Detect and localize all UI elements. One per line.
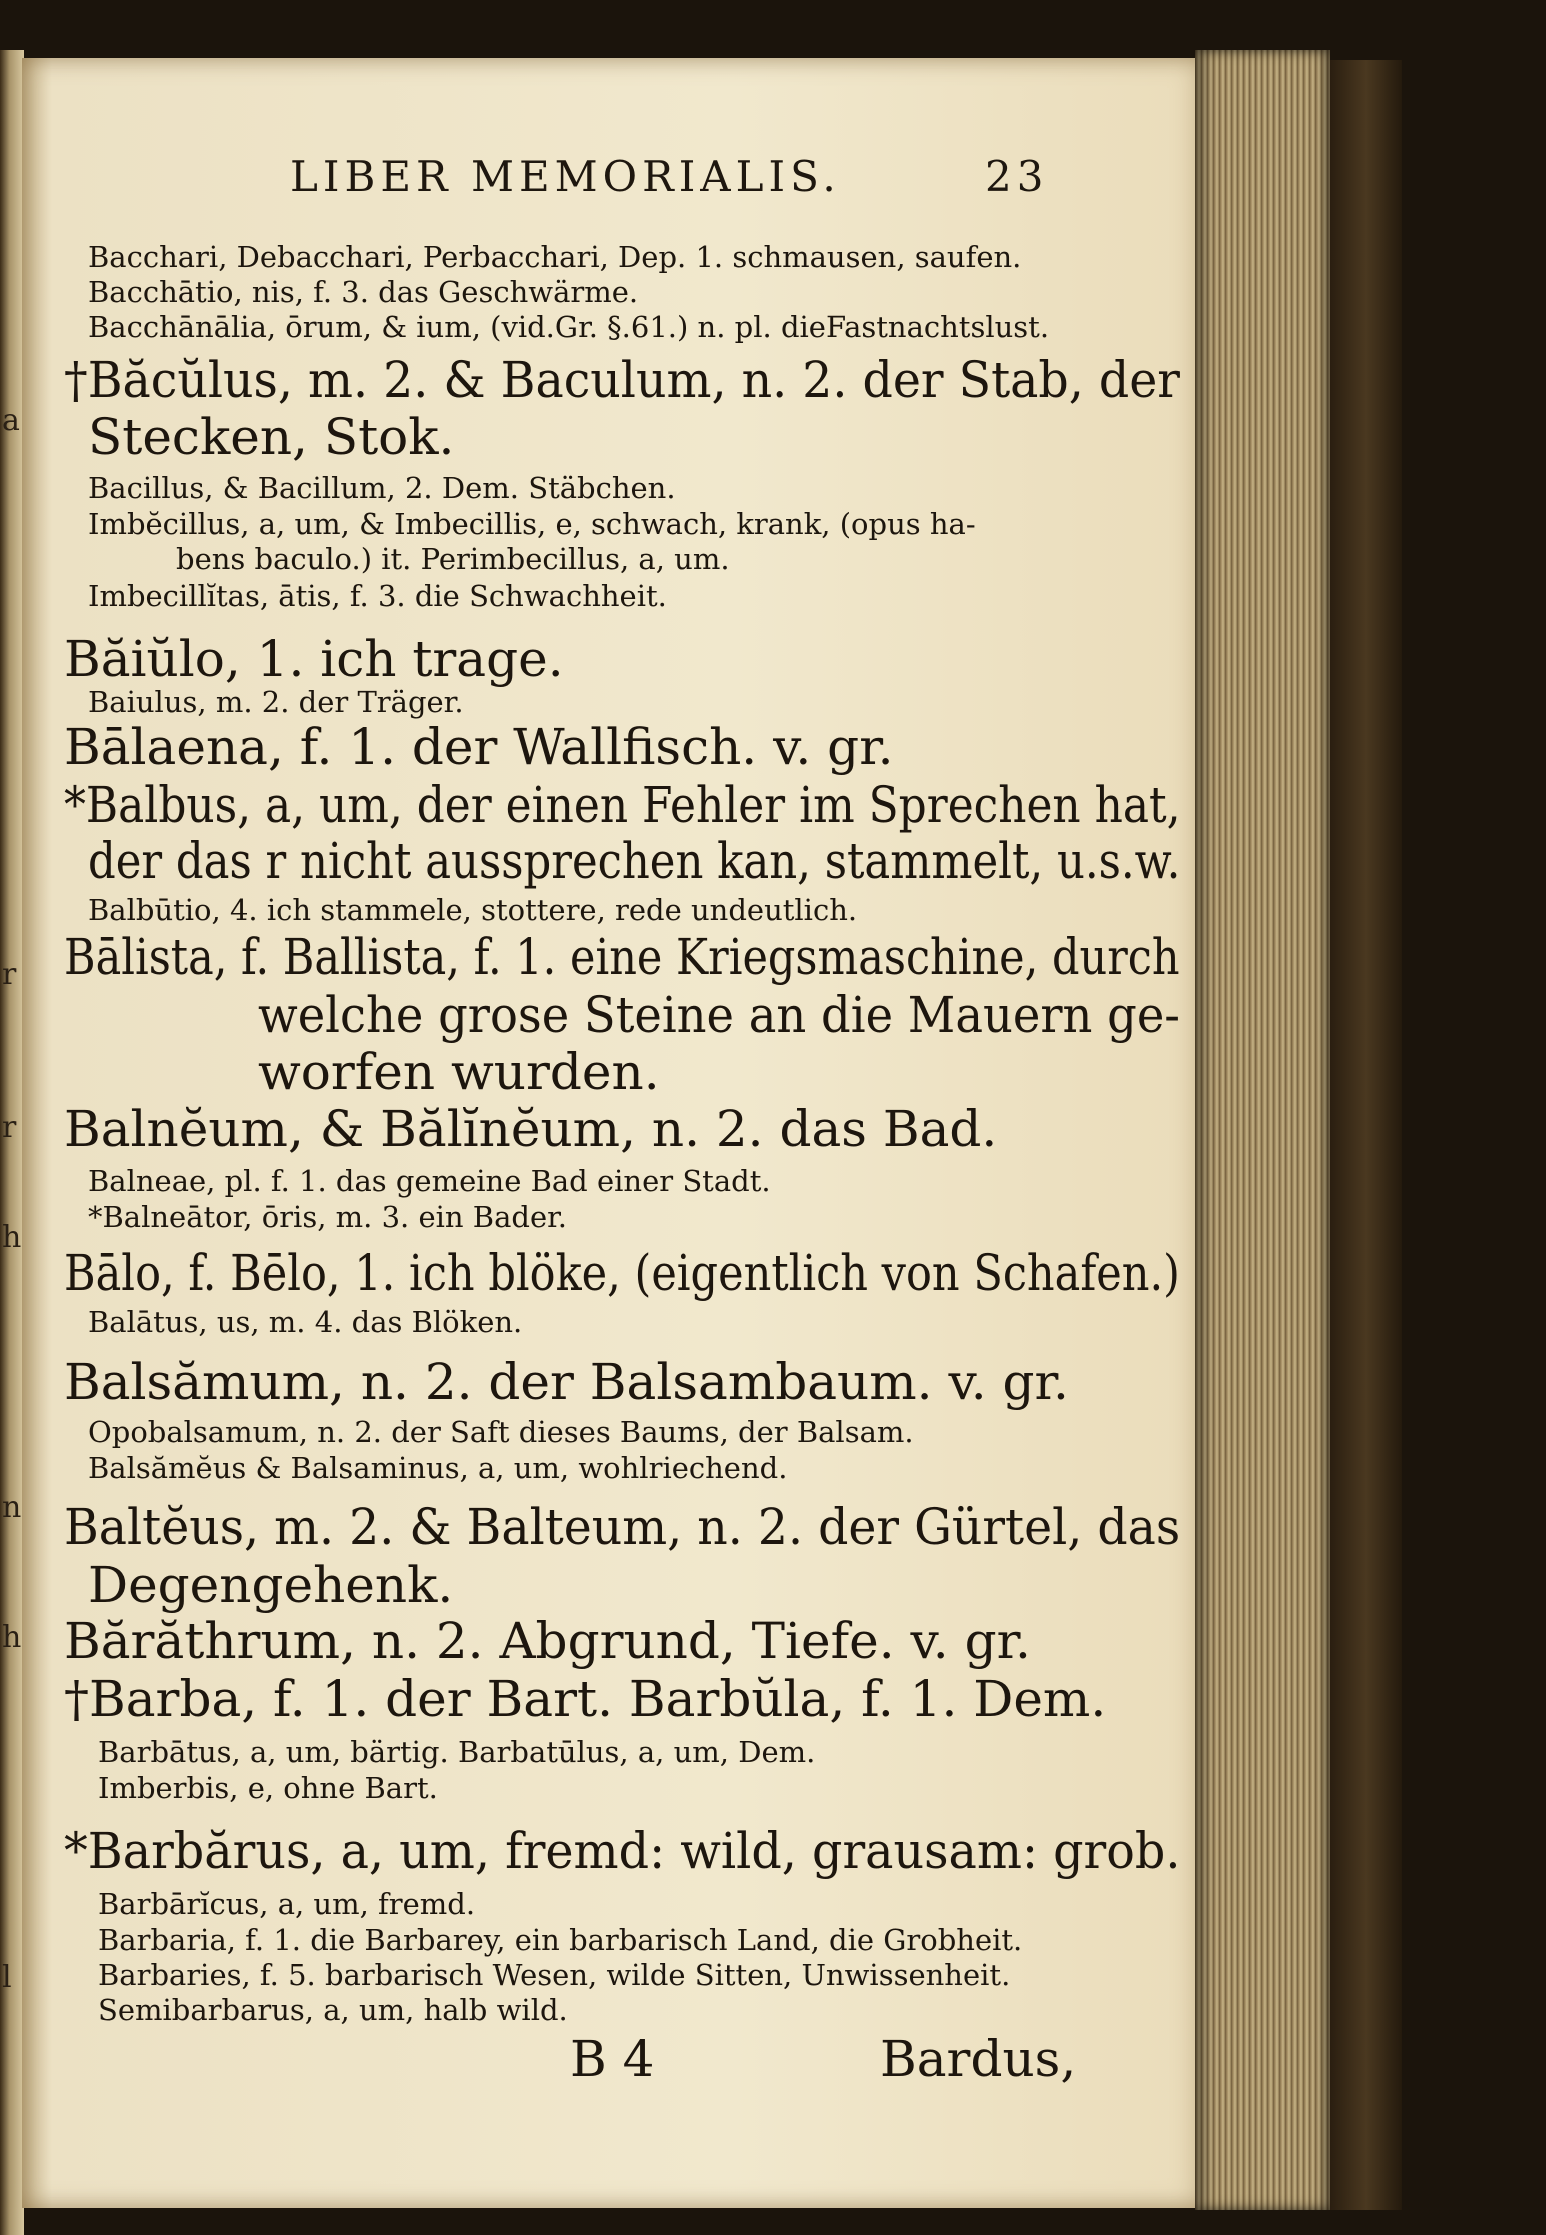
entry-line: Barbārĭcus, a, um, fremd. (98, 1887, 476, 1921)
entry-line: Opobalsamum, n. 2. der Saft dieses Baums, der Balsam. (88, 1415, 914, 1449)
catchword: Bardus, (880, 2030, 1077, 2088)
entry-line: Barbaries, f. 5. barbarisch Wesen, wilde Sitten, Unwissenheit. (98, 1958, 1011, 1992)
entry-line: Imberbis, e, ohne Bart. (98, 1771, 438, 1805)
page-block-edge (1195, 50, 1330, 2210)
page-number: 23 (985, 152, 1049, 201)
entry-line: Bacillus, & Bacillum, 2. Dem. Stäbchen. (88, 471, 676, 505)
entry-line: worfen wurden. (258, 1043, 660, 1101)
entry-line: Semibarbarus, a, um, halb wild. (98, 1993, 568, 2027)
entry-line: Barbātus, a, um, bärtig. Barbatūlus, a, um, Dem. (98, 1735, 816, 1769)
margin-note: r (2, 1110, 17, 1145)
margin-note: h (2, 1620, 22, 1655)
entry-line: der das r nicht aussprechen kan, stammelt, u.s.w. (88, 832, 1181, 890)
entry-headword-line: Balsămum, n. 2. der Balsambaum. v. gr. (64, 1353, 1069, 1411)
entry-line: Degengehenk. (88, 1556, 454, 1614)
entry-line: Bacchānālia, ōrum, & ium, (vid.Gr. §.61.) n. pl. dieFastnachtslust. (88, 310, 1050, 344)
entry-headword-line: †Băcŭlus, m. 2. & Baculum, n. 2. der Stab, der (64, 351, 1180, 409)
margin-note: n (2, 1490, 22, 1525)
entry-line: Imbecillĭtas, ātis, f. 3. die Schwachheit. (88, 579, 667, 613)
entry-line: Baiulus, m. 2. der Träger. (88, 685, 464, 719)
margin-note: r (2, 957, 17, 992)
entry-headword-line: †Barba, f. 1. der Bart. Barbŭla, f. 1. Dem. (64, 1670, 1107, 1728)
entry-line: Bacchari, Debacchari, Perbacchari, Dep. 1. schmausen, saufen. (88, 240, 1022, 274)
entry-headword-line: Balnĕum, & Bălĭnĕum, n. 2. das Bad. (64, 1100, 998, 1158)
margin-note: h (2, 1220, 22, 1255)
entry-line: Balātus, us, m. 4. das Blöken. (88, 1305, 523, 1339)
margin-note: l (2, 1960, 12, 1995)
entry-headword-line: *Barbărus, a, um, fremd: wild, grausam: grob. (64, 1822, 1181, 1880)
entry-line: Barbaria, f. 1. die Barbarey, ein barbarisch Land, die Grobheit. (98, 1923, 1023, 1957)
running-header: LIBER MEMORIALIS. (290, 152, 841, 201)
entry-headword-line: Bālaena, f. 1. der Wallfisch. v. gr. (64, 718, 894, 776)
entry-line: Balsămĕus & Balsaminus, a, um, wohlriechend. (88, 1451, 788, 1485)
margin-note: a (2, 403, 20, 438)
entry-headword-line: Băiŭlo, 1. ich trage. (64, 630, 564, 688)
book-cover-edge (1330, 60, 1402, 2210)
entry-line: Balneae, pl. f. 1. das gemeine Bad einer Stadt. (88, 1164, 771, 1198)
entry-headword-line: Bărăthrum, n. 2. Abgrund, Tiefe. v. gr. (64, 1612, 1031, 1670)
entry-line: welche grose Steine an die Mauern ge- (258, 986, 1180, 1044)
entry-line: Stecken, Stok. (88, 408, 455, 466)
entry-headword-line: Baltĕus, m. 2. & Balteum, n. 2. der Gürtel, das (64, 1498, 1181, 1556)
entry-headword-line: Bālo, f. Bēlo, 1. ich blöke, (eigentlich von Schafen.) (64, 1244, 1180, 1302)
entry-line: Bacchātio, nis, f. 3. das Geschwärme. (88, 275, 639, 309)
entry-headword-line: Bālista, f. Ballista, f. 1. eine Kriegsmaschine, durch (64, 928, 1180, 986)
entry-line: *Balneātor, ōris, m. 3. ein Bader. (88, 1200, 568, 1234)
entry-line: bens baculo.) it. Perimbecillus, a, um. (176, 542, 730, 576)
entry-headword-line: *Balbus, a, um, der einen Fehler im Sprechen hat, (64, 776, 1181, 834)
entry-line: Balbūtio, 4. ich stammele, stottere, rede undeutlich. (88, 893, 858, 927)
signature-mark: B 4 (570, 2030, 655, 2088)
entry-line: Imbĕcillus, a, um, & Imbecillis, e, schwach, krank, (opus ha- (88, 507, 976, 541)
